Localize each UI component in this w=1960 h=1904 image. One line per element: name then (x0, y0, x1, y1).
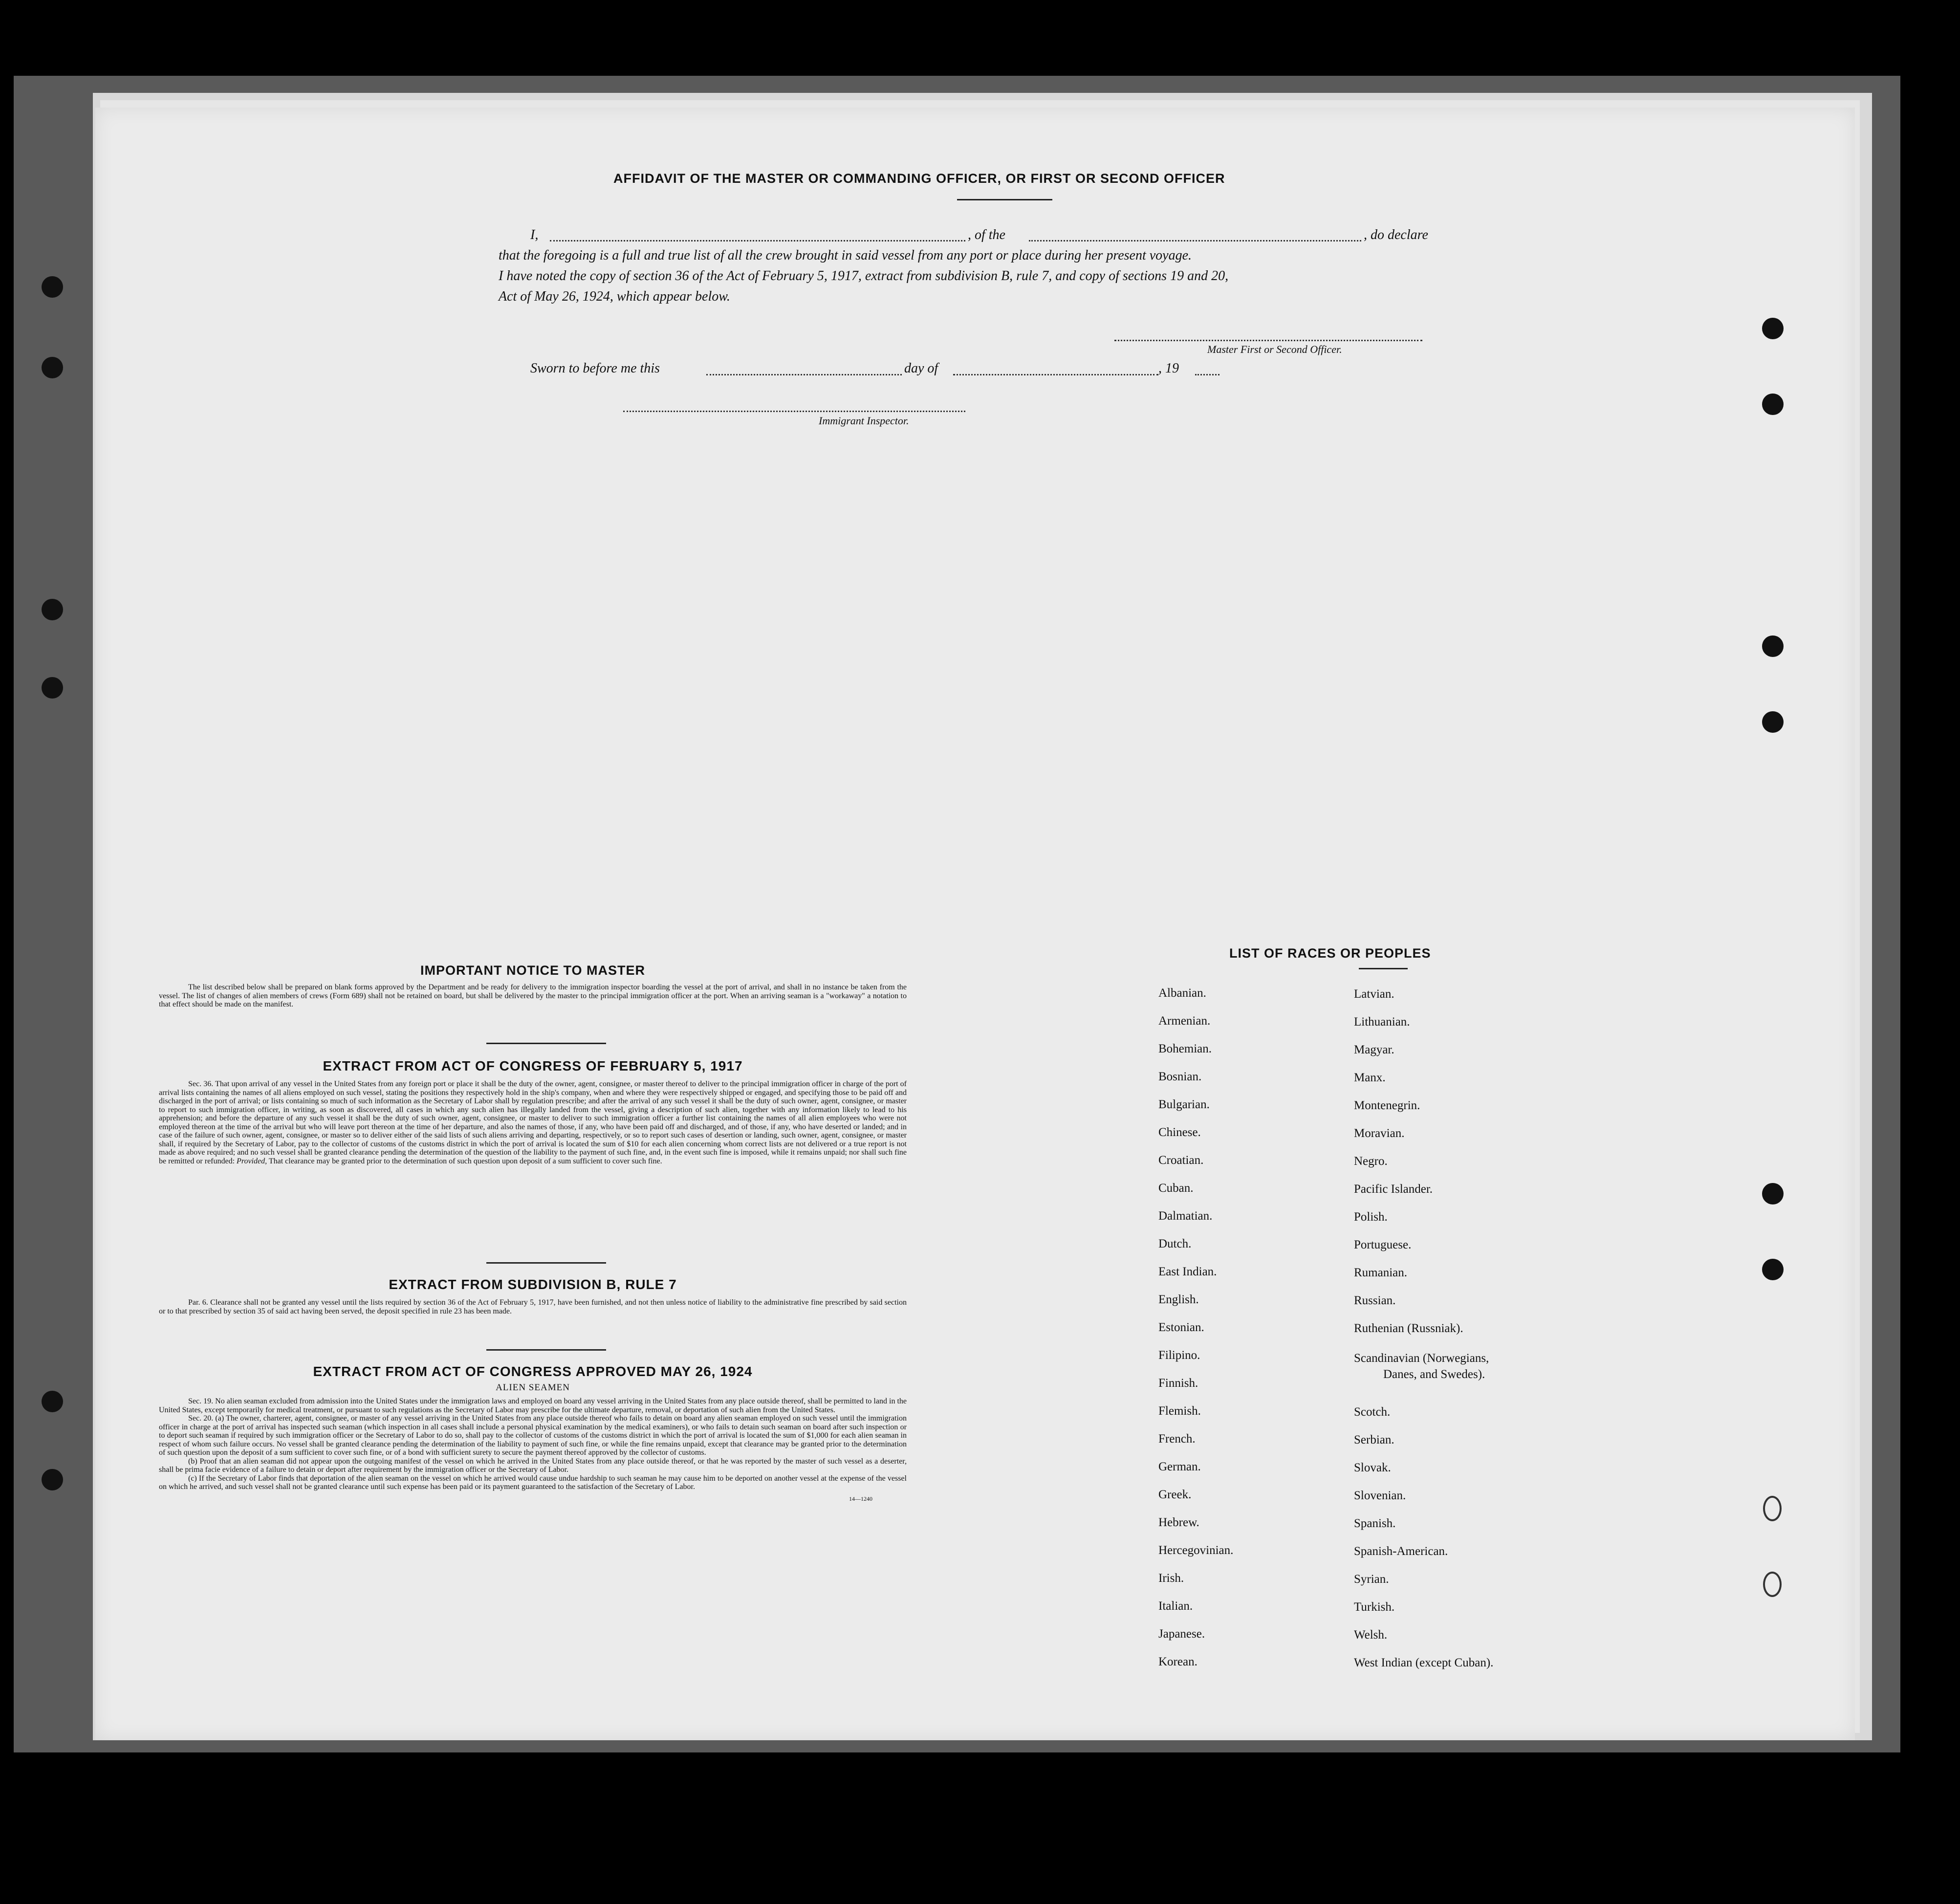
binder-hole-icon (42, 357, 63, 378)
race-item: Finnish. (1158, 1377, 1198, 1390)
affidavit-i-label: I, (530, 227, 539, 242)
race-item: Danes, and Swedes). (1383, 1368, 1485, 1381)
race-item: Portuguese. (1354, 1238, 1412, 1251)
extract-1924-section (159, 1364, 907, 1503)
extract-1917-body (159, 1080, 907, 1165)
race-item: Cuban. (1158, 1182, 1194, 1195)
affidavit-line-3: I have noted the copy of section 36 of the Act of February 5, 1917, extract from subdivision B, rule 7, and copy of sections 19 and 20, (499, 268, 1229, 284)
notice-title: IMPORTANT NOTICE TO MASTER (420, 963, 645, 978)
document-sheet (95, 108, 1855, 1740)
title-divider (957, 199, 1052, 200)
sworn-label: Sworn to before me this (530, 361, 660, 376)
race-item: Dalmatian. (1158, 1209, 1213, 1223)
alien-seamen-subtitle: ALIEN SEAMEN (496, 1382, 570, 1393)
declarant-name-field[interactable] (550, 240, 965, 241)
race-item: Slovak. (1354, 1461, 1391, 1474)
notice-section (159, 963, 907, 1009)
race-item: West Indian (except Cuban). (1354, 1656, 1494, 1669)
race-item: Manx. (1354, 1071, 1386, 1084)
race-item: Japanese. (1158, 1627, 1205, 1641)
inspector-label: Immigrant Inspector. (819, 415, 909, 427)
race-item: Polish. (1354, 1210, 1388, 1224)
race-item: Serbian. (1354, 1433, 1394, 1446)
binder-hole-icon (1762, 1259, 1784, 1280)
master-signature-field[interactable] (1114, 340, 1422, 341)
affidavit-line-4: Act of May 26, 1924, which appear below. (499, 289, 730, 304)
race-item: Lithuanian. (1354, 1015, 1410, 1029)
binder-hole-icon (1762, 711, 1784, 733)
do-declare-label: , do declare (1364, 227, 1428, 242)
day-of-label: day of (904, 361, 938, 376)
race-item: Rumanian. (1354, 1266, 1408, 1279)
section-divider (486, 1262, 606, 1264)
race-item: English. (1158, 1293, 1199, 1306)
race-item: Latvian. (1354, 987, 1394, 1001)
affidavit-line-2: that the foregoing is a full and true list of all the crew brought in said vessel from any port or place during her present voyage. (499, 248, 1192, 263)
binder-hole-icon (1762, 318, 1784, 339)
rule-7-body: Par. 6. Clearance shall not be granted any vessel until the lists required by section 36 of the Act of February 5, 1917, have been furnished, and not then unless notice of liability to the administrative fine prescribed by said section or to that prescribed by section 35 of said act having been served, the deposit specified in rule 23 has been made. (159, 1298, 907, 1315)
race-item: Greek. (1158, 1488, 1192, 1501)
race-item: Magyar. (1354, 1043, 1394, 1056)
race-item: French. (1158, 1432, 1196, 1445)
section-divider (486, 1043, 606, 1044)
race-item: Hercegovinian. (1158, 1544, 1234, 1557)
form-number: 14—1240 (849, 1495, 872, 1502)
binder-hole-icon (42, 276, 63, 298)
race-item: Moravian. (1354, 1127, 1405, 1140)
races-divider (1359, 968, 1408, 969)
affidavit-title: AFFIDAVIT OF THE MASTER OR COMMANDING OFFICER, OR FIRST OR SECOND OFFICER (613, 171, 1225, 186)
race-item: Ruthenian (Russniak). (1354, 1322, 1463, 1335)
race-item: Albanian. (1158, 986, 1206, 1000)
race-item: Welsh. (1354, 1628, 1388, 1641)
binder-hole-icon (42, 677, 63, 699)
sec-20b-text: (b) Proof that an alien seaman did not appear upon the outgoing manifest of the vessel on which he arrived in the United States from any place outside thereof, or that he was reported by the master of such vessel as a deserter, shall be prima facie evidence of a failure to detain or deport after requirement by the immigration officer or the Secretary of Labor. (159, 1457, 907, 1474)
race-item: Spanish-American. (1354, 1545, 1448, 1558)
vessel-name-field[interactable] (1029, 240, 1361, 241)
sworn-month-field[interactable] (953, 374, 1158, 375)
sworn-year-field[interactable] (1195, 374, 1220, 375)
of-the-label: , of the (968, 227, 1005, 242)
sec-20c-text: (c) If the Secretary of Labor finds that deportation of the alien seaman on the vessel on which he arrived would cause undue hardship to such seaman he may cause him to be deported on another vessel at the expense of the vessel on which he arrived, and such vessel shall not be granted clearance until such expense has been paid or its payment guaranteed to the satisfaction of the Secretary of Labor. (159, 1474, 907, 1491)
extract-1924-title: EXTRACT FROM ACT OF CONGRESS APPROVED MAY 26, 1924 (313, 1364, 753, 1379)
race-item: East Indian. (1158, 1265, 1217, 1278)
race-item: Pacific Islander. (1354, 1182, 1433, 1196)
race-item: Bohemian. (1158, 1042, 1212, 1055)
binder-hole-icon (42, 1391, 63, 1412)
race-item: German. (1158, 1460, 1201, 1473)
race-item: Estonian. (1158, 1321, 1204, 1334)
master-signature-label: Master First or Second Officer. (1207, 343, 1342, 355)
race-item: Korean. (1158, 1655, 1198, 1668)
extract-1917-title: EXTRACT FROM ACT OF CONGRESS OF FEBRUARY 5, 1917 (323, 1058, 743, 1073)
extract-1917-section (159, 1058, 907, 1165)
rule-7-title: EXTRACT FROM SUBDIVISION B, RULE 7 (389, 1277, 677, 1292)
inspector-signature-field[interactable] (623, 411, 965, 412)
sec-20a-text: Sec. 20. (a) The owner, charterer, agent, consignee, or master of any vessel arriving in the United States from any place outside thereof who fails to detain on board any alien seaman employed on such vessel until the immigration officer in charge at the port of arrival has inspected such seaman (which inspection in all cases shall include a personal physical examination by the medical examiners), or who fails to detain such seaman on board after such inspection or to deport such seaman if required by such immigration officer or the Secretary of Labor to do so, shall pay to the collector of customs of the customs district in which the port of arrival is located the sum of $1,000 for each alien seaman in respect of whom such failure occurs. No vessel shall be granted clearance pending the determination of the liability to payment of such fine, or while the fine remains unpaid, except that clearance may be granted prior to the determination of such question upon the deposit of a sum sufficient to cover such fine, or of a bond with sufficient surety to secure the payment thereof approved by the collector of customs. (159, 1414, 907, 1457)
race-item: Dutch. (1158, 1237, 1192, 1250)
race-item: Montenegrin. (1354, 1099, 1420, 1112)
race-item: Syrian. (1354, 1573, 1389, 1586)
binder-hole-icon (42, 1469, 63, 1490)
section-divider (486, 1349, 606, 1351)
race-item: Negro. (1354, 1155, 1388, 1168)
sec-36-tail: That clearance may be granted prior to the determination of such question upon deposit of a sum sufficient to cover such fine. (267, 1157, 662, 1165)
sec-19-text: Sec. 19. No alien seaman excluded from admission into the United States under the immigration laws and employed on board any vessel arriving in the United States from any place outside thereof, shall be permitted to land in the United States, except temporarily for medical treatment, or pursuant to such regulations as the Secretary of Labor may prescribe for the ultimate departure, removal, or deportation of such alien from the United States. (159, 1397, 907, 1414)
race-item: Croatian. (1158, 1154, 1204, 1167)
race-item: Italian. (1158, 1599, 1193, 1613)
sec-36-text: That upon arrival of any vessel in the United States from any foreign port or place it shall be the duty of the owner, agent, consignee, or master thereof to deliver to the principal immigration officer in charge of the port of arrival lists containing the names of all aliens employed on such vessel, stating the positions they respectively hold in the ship's company, when and where they were respectively shipped or engaged, and specifying those to be paid off and discharged in the port of arrival; or lists containing so much of such information as the Secretary of Labor shall by regulation prescribe; and after the arrival of any such vessel it shall be the duty of such owner, agent, consignee, or master to report to such immigration officer, in writing, as soon as discovered, all cases in which any such alien has illegally landed from the vessel, giving a description of such alien, together with any information likely to lead to his apprehension; and before the departure of any such vessel it shall be the duty of such owner, agent, consignee, or master to deliver to such immigration officer a further list containing the names of all alien employees who were not employed thereon at the time of the arrival but who will leave port thereon at the time of her departure, and also the names of those, if any, who have been paid off and discharged, and of those, if any, who have deserted or landed; and in case of the failure of such owner, agent, consignee, or master so to deliver either of the said lists of such aliens arriving and departing, respectively, or so to report such cases of desertion or landing, such owner, agent, consignee, or master shall, if required by the Secretary of Labor, pay to the collector of customs of the customs district in which the port of arrival is located the sum of $10 for each alien concerning whom correct lists are not delivered or a true report is not made as above required; and no such vessel shall be granted clearance pending the determination of the question of the liability to the payment of such fine, and, in the event such fine is imposed, while it remains unpaid; nor shall such fine be remitted or refunded: (159, 1080, 907, 1165)
race-item: Slovenian. (1354, 1489, 1406, 1502)
race-item: Russian. (1354, 1294, 1396, 1307)
binder-hole-icon (42, 599, 63, 620)
rule-7-section (159, 1277, 907, 1315)
race-item: Irish. (1158, 1572, 1184, 1585)
binder-hole-empty-icon (1763, 1572, 1782, 1597)
binder-hole-icon (1762, 394, 1784, 415)
race-item: Chinese. (1158, 1126, 1201, 1139)
race-item: Bulgarian. (1158, 1098, 1210, 1111)
race-item: Bosnian. (1158, 1070, 1202, 1083)
race-item: Turkish. (1354, 1600, 1395, 1614)
races-title: LIST OF RACES OR PEOPLES (1229, 946, 1431, 961)
race-item: Filipino. (1158, 1349, 1200, 1362)
sec-36-label: Sec. 36. (188, 1080, 214, 1088)
race-item: Scandinavian (Norwegians, (1354, 1352, 1489, 1365)
binder-hole-icon (1762, 635, 1784, 657)
provided-label: Provided, (237, 1157, 267, 1165)
binder-hole-icon (1762, 1183, 1784, 1204)
race-item: Spanish. (1354, 1517, 1396, 1530)
notice-body: The list described below shall be prepared on blank forms approved by the Department and be ready for delivery to the immigration inspector boarding the vessel at the port of arrival, and shall in no instance be taken from the vessel. The list of changes of alien members of crews (Form 689) shall not be retained on board, but shall be delivered by the master to the principal immigration officer at the port. When an arriving seaman is a "workaway" a notation to that effect should be made on the manifest. (159, 983, 907, 1008)
race-item: Flemish. (1158, 1404, 1201, 1418)
binder-hole-empty-icon (1763, 1496, 1782, 1521)
sworn-day-field[interactable] (706, 374, 902, 375)
sworn-year-label: , 19 (1158, 361, 1179, 376)
race-item: Hebrew. (1158, 1516, 1199, 1529)
race-item: Scotch. (1354, 1405, 1391, 1419)
race-item: Armenian. (1158, 1014, 1211, 1028)
